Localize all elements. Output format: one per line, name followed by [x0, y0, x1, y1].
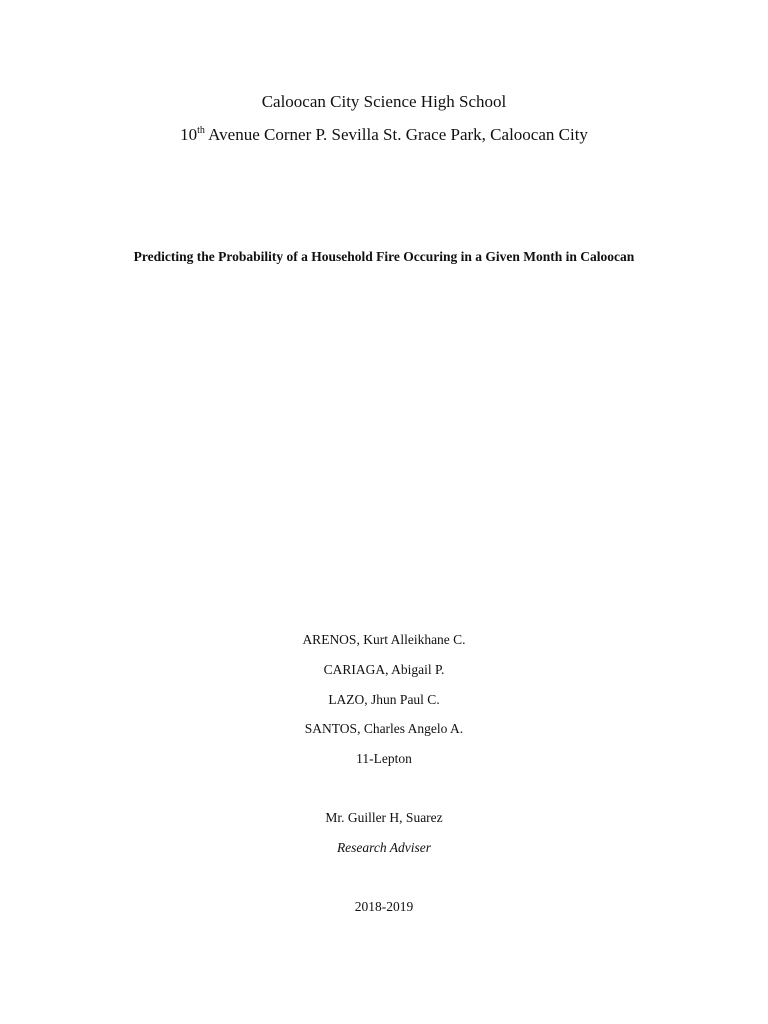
address-ordinal-suffix: th	[197, 125, 205, 136]
adviser-role: Research Adviser	[336, 840, 432, 855]
author-name: SANTOS, Charles Angelo A.	[304, 721, 464, 736]
author-name: LAZO, Jhun Paul C.	[328, 692, 440, 707]
class-section: 11-Lepton	[356, 751, 412, 766]
research-title: Predicting the Probability of a Household Fire Occuring in a Given Month in Caloocan	[133, 249, 635, 264]
address-number: 10	[180, 125, 198, 144]
adviser-name: Mr. Guiller H, Suarez	[325, 810, 443, 825]
author-name: ARENOS, Kurt Alleikhane C.	[302, 632, 466, 647]
author-name: CARIAGA, Abigail P.	[323, 662, 445, 677]
school-address	[0, 125, 768, 145]
school-year: 2018-2019	[354, 899, 414, 914]
address-street: Avenue Corner P. Sevilla St. Grace Park, Caloocan City	[204, 125, 588, 144]
school-name: Caloocan City Science High School	[261, 92, 507, 111]
